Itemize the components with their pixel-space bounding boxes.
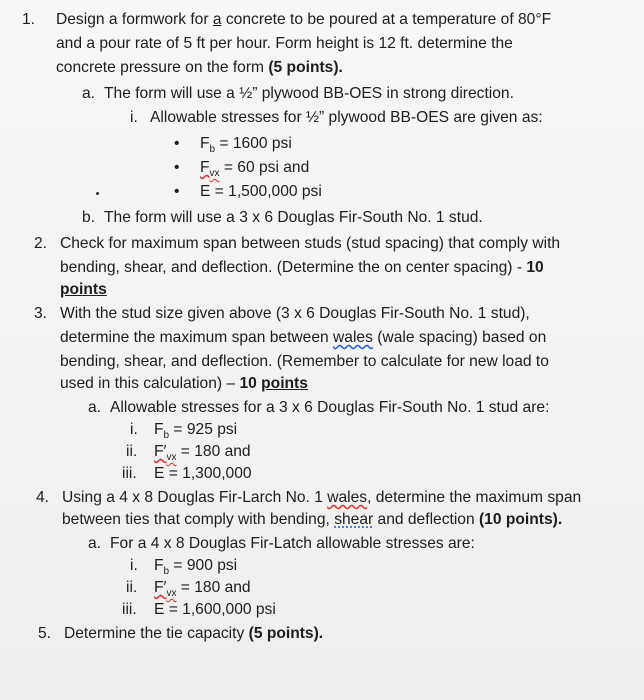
stray-dot: [96, 192, 99, 195]
bullet-icon: •: [174, 183, 180, 200]
underlined-a: a: [212, 11, 222, 28]
q4a-item-i: i. $F_b = 900$ psi: [130, 557, 238, 578]
q3a-item-i: i. $F_b = 925$ psi: [130, 421, 238, 442]
q4-line-2: between ties that comply with bending, shear and deflection (10 points).: [62, 511, 563, 528]
q3-line-1: 3. With the stud size given above (3 x 6 Douglas Fir-South No. 1 stud),: [34, 305, 530, 322]
shear-word: shear: [334, 511, 374, 528]
bullet-icon: •: [174, 159, 180, 176]
wales-word: wales: [333, 329, 373, 346]
q2-line-3: [60, 280, 107, 300]
q3-points: points: [261, 375, 308, 392]
bullet-e: • E = 1,500,000 psi: [174, 183, 322, 200]
q2-points: points: [60, 281, 107, 298]
q1-points: (5 points).: [268, 59, 343, 76]
q3-line-3: bending, shear, and deflection. (Remember to calculate for new load to: [60, 353, 549, 370]
q1-line-2: and a pour rate of 5 ft per hour. Form height is 12 ft. determine the: [56, 35, 513, 52]
bullet-icon: •: [174, 135, 180, 152]
q3a-line: a. Allowable stresses for a 3 x 6 Douglas Fir-South No. 1 stud are:: [88, 399, 550, 416]
q3-line-2: determine the maximum span between wales (wale spacing) based on: [60, 329, 547, 346]
q1a-line: a. The form will use a ½” plywood BB-OES in strong direction.: [82, 85, 514, 102]
q2-line-2: bending, shear, and deflection. (Determine the on center spacing) - 10: [60, 259, 544, 276]
q1-number: 1.: [22, 11, 36, 28]
q3a-item-ii: ii. $F'_{vx} = 180$ and: [126, 443, 251, 464]
q5-number: 5.: [38, 625, 52, 642]
q3-line-4: used in this calculation) – 10 points: [60, 375, 308, 392]
q1a-i-line: i. Allowable stresses for ½” plywood BB-OES are given as:: [130, 109, 543, 126]
bullet-fvx: • $F_{vx} = 60$ psi and: [174, 159, 310, 180]
q4-number: 4.: [36, 489, 50, 506]
q4-line-1: 4. Using a 4 x 8 Douglas Fir-Larch No. 1 wales, determine the maximum span: [36, 489, 582, 506]
q4a-item-ii: ii. $F'_{vx} = 180$ and: [126, 579, 251, 600]
q2-number: 2.: [34, 235, 48, 252]
wales-word: wales: [327, 489, 368, 506]
q4-points: (10 points).: [478, 511, 563, 528]
q1b-line: b. The form will use a 3 x 6 Douglas Fir-South No. 1 stud.: [82, 209, 483, 226]
q5-line: 5. Determine the tie capacity (5 points).: [38, 625, 324, 642]
bullet-fb: • $F_b = 1600$ psi: [174, 135, 292, 156]
q3a-item-iii: iii. E = 1,300,000: [122, 465, 252, 482]
q2-line-1: 2. Check for maximum span between studs (stud spacing) that comply with: [34, 235, 561, 252]
q3-number: 3.: [34, 305, 48, 322]
q1-line-3: concrete pressure on the form (5 points).: [56, 59, 343, 76]
q5-points: (5 points).: [248, 625, 324, 642]
q4a-line: a. For a 4 x 8 Douglas Fir-Latch allowable stresses are:: [88, 535, 475, 552]
q4a-item-iii: iii. E = 1,600,000 psi: [122, 601, 276, 618]
q1-line-1: 1. Design a formwork for a concrete to be poured at a temperature of 80°F: [22, 11, 552, 28]
